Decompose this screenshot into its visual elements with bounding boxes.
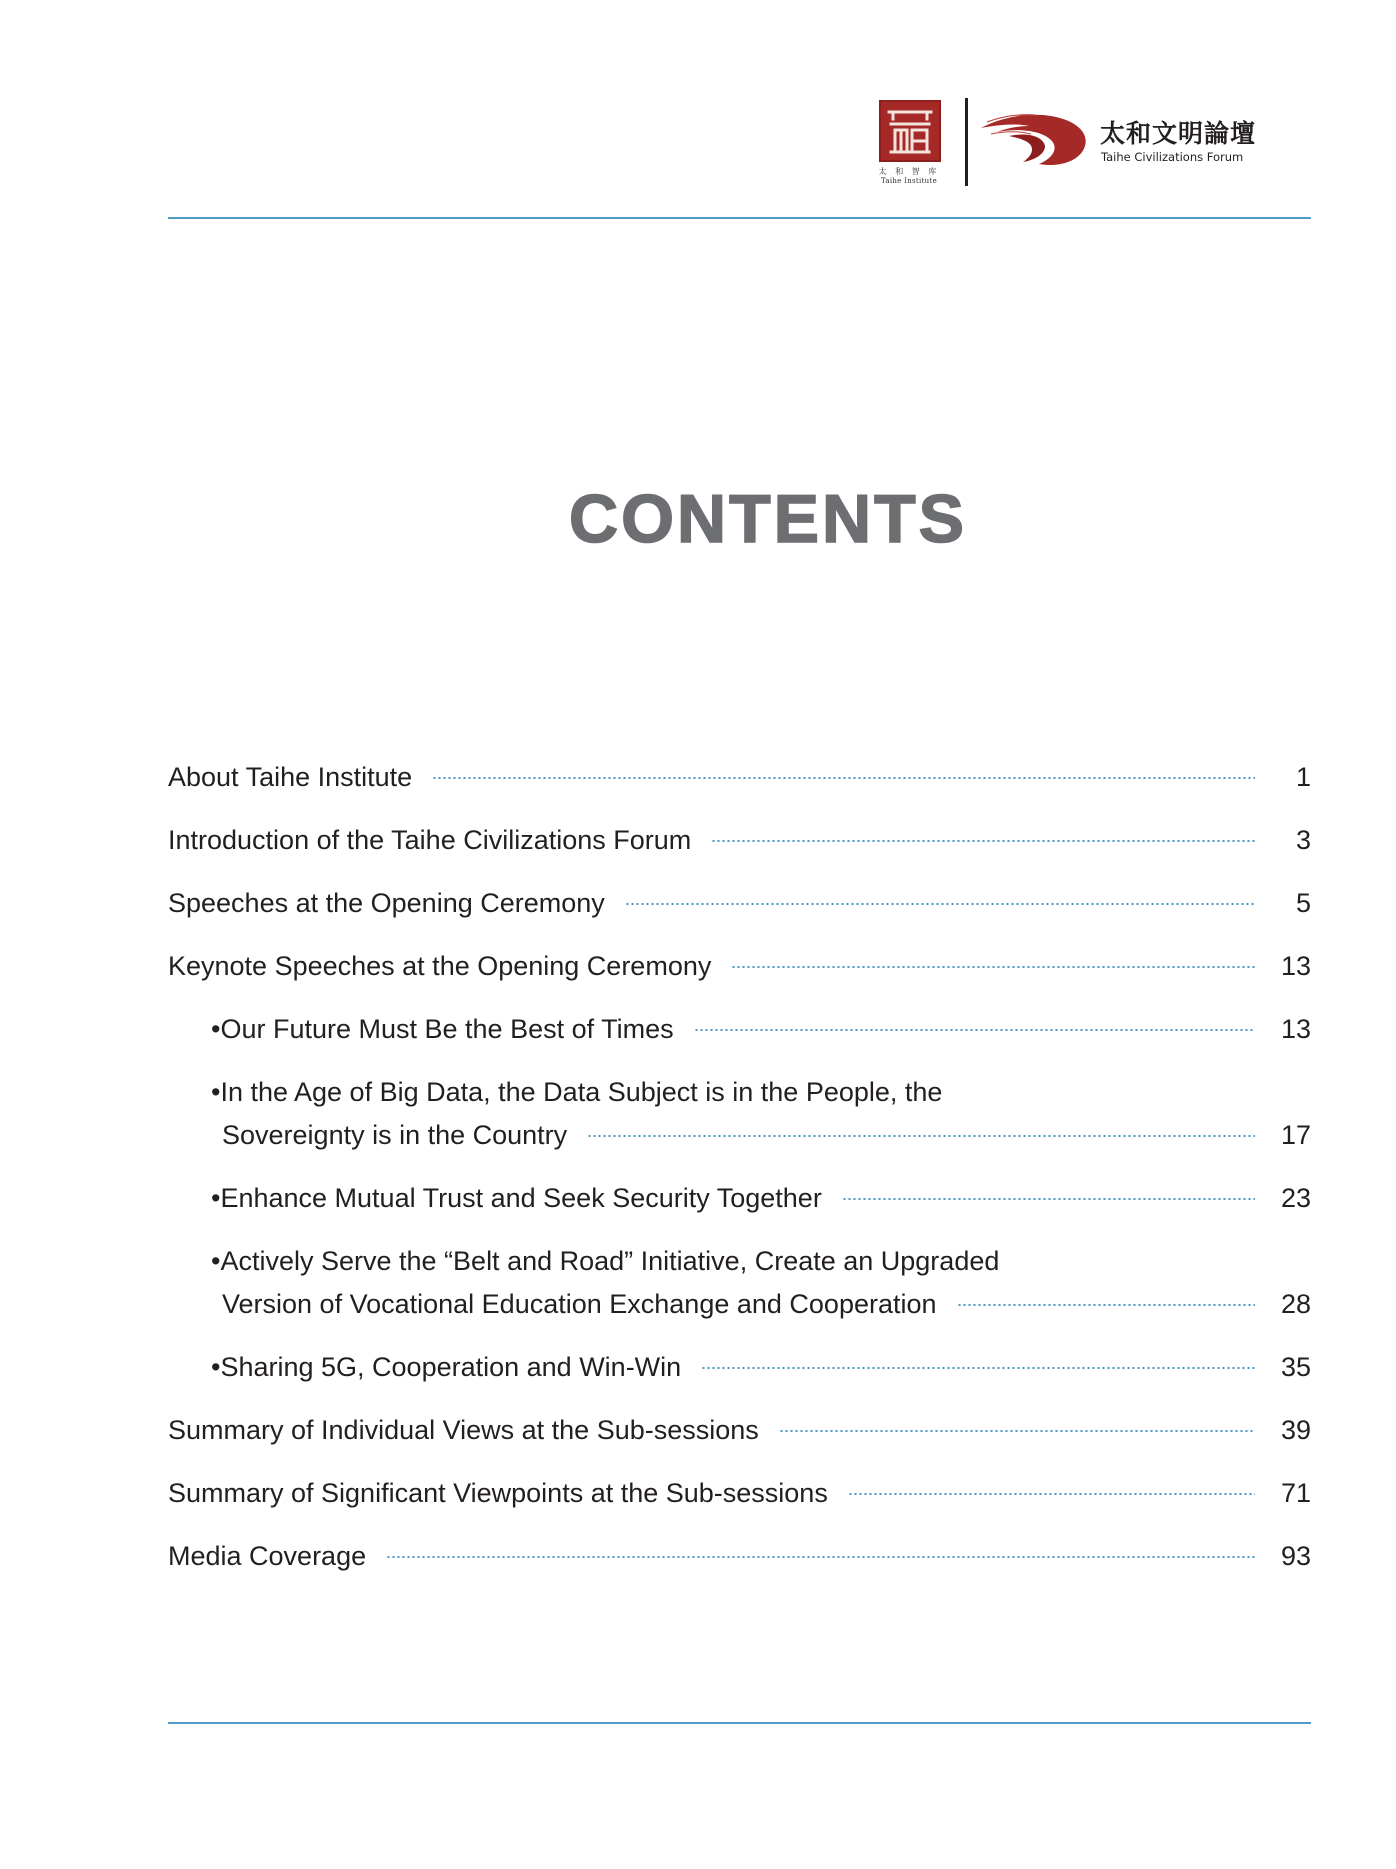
toc-entry[interactable] [168, 1071, 1311, 1157]
toc-entry-label: Introduction of the Taihe Civilizations Forum [168, 825, 692, 855]
toc-entry[interactable] [168, 1240, 1311, 1326]
toc-page-number: 39 [1280, 1415, 1311, 1445]
page-title: CONTENTS [569, 481, 967, 557]
toc-page-number: 13 [1280, 951, 1311, 981]
toc-page-number: 17 [1280, 1120, 1311, 1150]
top-divider [168, 217, 1311, 219]
toc-page-number: 28 [1280, 1289, 1311, 1319]
toc-entry-label: •Actively Serve the “Belt and Road” Initiative, Create an Upgraded [211, 1246, 1000, 1276]
toc-entry[interactable] [168, 882, 1311, 925]
forum-chinese-name: 太和文明論壇 [1100, 119, 1257, 148]
toc-entry[interactable] [168, 1409, 1311, 1452]
toc-page-number: 1 [1295, 762, 1311, 792]
header-logos [878, 96, 1258, 188]
toc-page-number: 71 [1280, 1478, 1311, 1508]
logo-divider [965, 98, 968, 186]
dot-leader [731, 966, 1255, 968]
dot-leader [779, 1430, 1255, 1432]
toc-entry[interactable] [168, 756, 1311, 799]
dot-leader [386, 1556, 1255, 1558]
toc-entry[interactable] [168, 1346, 1311, 1389]
dot-leader [957, 1304, 1255, 1306]
toc-entry-label: Speeches at the Opening Ceremony [168, 888, 605, 918]
toc-entry-label: Summary of Significant Viewpoints at the Sub-sessions [168, 1478, 828, 1508]
toc-entry-label: Summary of Individual Views at the Sub-sessions [168, 1415, 759, 1445]
dot-leader [432, 777, 1255, 779]
toc-page-number: 5 [1295, 888, 1311, 918]
dot-leader [694, 1029, 1255, 1031]
toc-page-number: 3 [1295, 825, 1311, 855]
dot-leader [711, 840, 1255, 842]
toc-entry-label: Keynote Speeches at the Opening Ceremony [168, 951, 712, 981]
toc-page-number: 23 [1280, 1183, 1311, 1213]
dot-leader [842, 1198, 1255, 1200]
toc-entry[interactable] [168, 1535, 1311, 1578]
seal-icon [879, 100, 941, 162]
dot-leader [848, 1493, 1255, 1495]
toc-entry[interactable] [168, 1472, 1311, 1515]
brush-swoosh-icon [979, 106, 1089, 170]
bottom-divider [168, 1722, 1311, 1724]
toc-page-number: 13 [1280, 1014, 1311, 1044]
dot-leader [625, 903, 1255, 905]
toc-entry[interactable] [168, 819, 1311, 862]
forum-english-name: Taihe Civilizations Forum [1101, 150, 1244, 164]
toc-entry-label: Sovereignty is in the Country [222, 1120, 568, 1150]
toc-entry-label: •Our Future Must Be the Best of Times [211, 1014, 674, 1044]
taihe-institute-logo [878, 100, 940, 186]
toc-entry-label: Media Coverage [168, 1541, 367, 1571]
toc-entry-label: •Sharing 5G, Cooperation and Win-Win [211, 1352, 682, 1382]
toc-entry[interactable] [168, 1008, 1311, 1051]
seal-chinese-text: 太 和 智 库 [878, 167, 940, 176]
toc-entry-label: •In the Age of Big Data, the Data Subject is in the People, the [211, 1077, 943, 1107]
toc-entry[interactable] [168, 945, 1311, 988]
toc-page-number: 93 [1280, 1541, 1311, 1571]
toc-entry-label: About Taihe Institute [168, 762, 413, 792]
toc-entry-label: •Enhance Mutual Trust and Seek Security Together [211, 1183, 822, 1213]
toc-entry[interactable] [168, 1177, 1311, 1220]
toc-page-number: 35 [1280, 1352, 1311, 1382]
toc-entry-label: Version of Vocational Education Exchange and Cooperation [222, 1289, 937, 1319]
seal-english-text: Taihe Institute [880, 177, 938, 185]
dot-leader [587, 1135, 1255, 1137]
dot-leader [701, 1367, 1255, 1369]
